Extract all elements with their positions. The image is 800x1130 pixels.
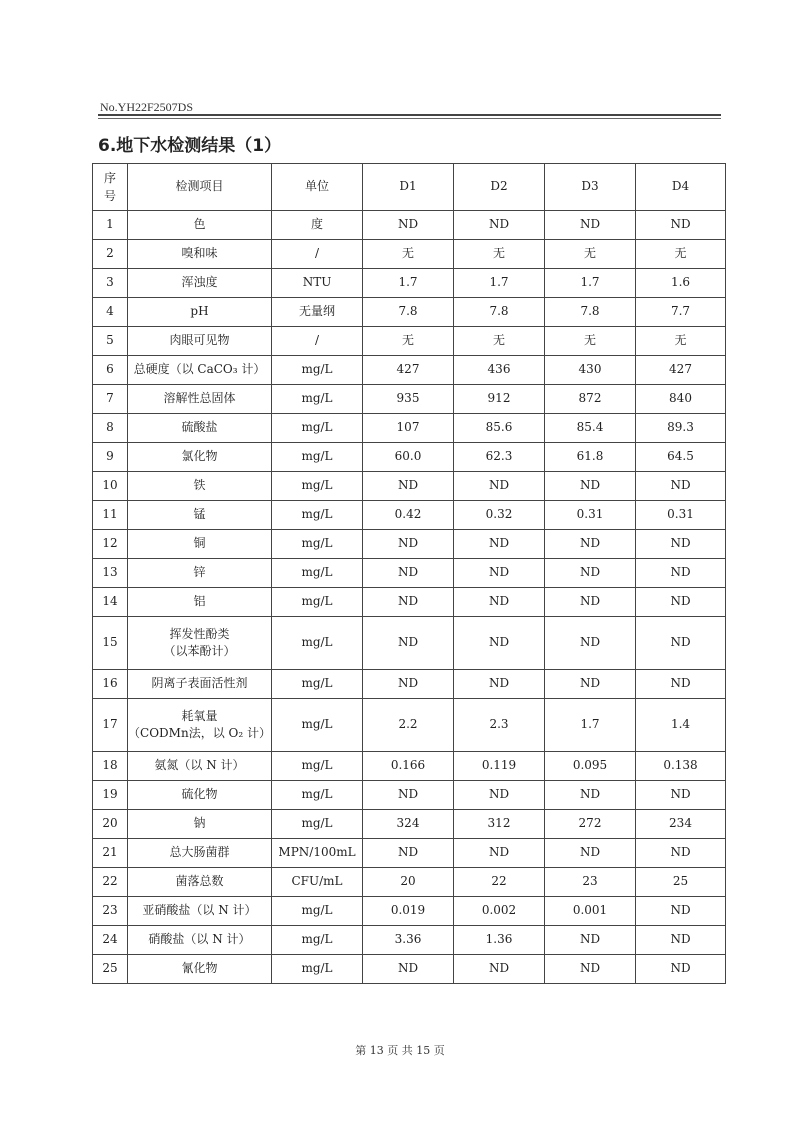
row-seq: 8 — [93, 414, 128, 443]
row-item — [128, 414, 272, 443]
row-value-d2: 无 — [454, 327, 545, 356]
row-value-d3: ND — [545, 472, 636, 501]
header-seq: 序号 — [93, 164, 128, 211]
row-value-d4: 1.4 — [636, 699, 726, 752]
table-row — [93, 211, 726, 240]
row-seq: 16 — [93, 670, 128, 699]
row-value-d1: 无 — [363, 240, 454, 269]
row-item-name: 亚硝酸盐（以 N 计） — [142, 903, 257, 918]
row-value-d4: ND — [636, 670, 726, 699]
row-value-d1: 935 — [363, 385, 454, 414]
row-value-d4: ND — [636, 530, 726, 559]
table-row — [93, 839, 726, 868]
row-seq: 3 — [93, 269, 128, 298]
row-item-name: 硫酸盐 — [181, 420, 218, 435]
row-unit: mg/L — [272, 617, 363, 670]
table-row — [93, 240, 726, 269]
table-row — [93, 926, 726, 955]
row-unit: mg/L — [272, 897, 363, 926]
row-item — [128, 356, 272, 385]
row-value-d3: 0.31 — [545, 501, 636, 530]
row-value-d1: ND — [363, 670, 454, 699]
row-value-d2: 7.8 — [454, 298, 545, 327]
row-value-d1: 427 — [363, 356, 454, 385]
header-rule-thick — [98, 114, 721, 116]
row-value-d1: 60.0 — [363, 443, 454, 472]
row-unit: NTU — [272, 269, 363, 298]
row-unit: mg/L — [272, 810, 363, 839]
row-item-name: 色 — [193, 217, 206, 232]
row-unit: 度 — [272, 211, 363, 240]
row-value-d2: ND — [454, 559, 545, 588]
row-value-d1: ND — [363, 617, 454, 670]
row-value-d4: ND — [636, 472, 726, 501]
row-item — [128, 443, 272, 472]
row-seq: 19 — [93, 781, 128, 810]
row-item-note: （以苯酚计） — [163, 644, 236, 658]
row-item-name: 总大肠菌群 — [169, 845, 230, 860]
table-row — [93, 897, 726, 926]
document-number: No.YH22F2507DS — [100, 100, 194, 114]
row-value-d1: 无 — [363, 327, 454, 356]
row-seq: 25 — [93, 955, 128, 984]
row-unit: mg/L — [272, 752, 363, 781]
table-row — [93, 781, 726, 810]
row-item — [128, 559, 272, 588]
header-d4: D4 — [636, 164, 726, 211]
section-title: 6.地下水检测结果（1） — [98, 136, 282, 156]
table-row — [93, 955, 726, 984]
table-row — [93, 414, 726, 443]
table-row — [93, 670, 726, 699]
header-d2: D2 — [454, 164, 545, 211]
row-value-d2: ND — [454, 588, 545, 617]
row-value-d1: 20 — [363, 868, 454, 897]
row-value-d3: ND — [545, 926, 636, 955]
row-item — [128, 781, 272, 810]
row-item-name: 硫化物 — [181, 787, 218, 802]
row-seq: 23 — [93, 897, 128, 926]
row-value-d4: ND — [636, 897, 726, 926]
row-seq: 15 — [93, 617, 128, 670]
row-value-d2: 0.002 — [454, 897, 545, 926]
row-value-d1: 7.8 — [363, 298, 454, 327]
row-value-d2: 1.36 — [454, 926, 545, 955]
row-value-d1: ND — [363, 588, 454, 617]
row-seq: 6 — [93, 356, 128, 385]
row-value-d1: 0.019 — [363, 897, 454, 926]
row-seq: 2 — [93, 240, 128, 269]
row-value-d4: ND — [636, 559, 726, 588]
row-seq: 11 — [93, 501, 128, 530]
row-value-d3: 872 — [545, 385, 636, 414]
row-item-name: 菌落总数 — [175, 874, 224, 889]
table-row — [93, 810, 726, 839]
row-item-name: 耗氧量 — [181, 708, 218, 723]
row-value-d3: 61.8 — [545, 443, 636, 472]
row-value-d2: 1.7 — [454, 269, 545, 298]
row-value-d4: ND — [636, 839, 726, 868]
row-item — [128, 269, 272, 298]
row-value-d2: 312 — [454, 810, 545, 839]
row-item-name: 阴离子表面活性剂 — [151, 676, 248, 691]
row-seq: 14 — [93, 588, 128, 617]
row-value-d3: ND — [545, 588, 636, 617]
table-row — [93, 752, 726, 781]
row-item — [128, 385, 272, 414]
row-unit: mg/L — [272, 559, 363, 588]
table-header-row — [93, 164, 726, 211]
row-seq: 1 — [93, 211, 128, 240]
row-item-name: pH — [190, 304, 209, 319]
table-row — [93, 617, 726, 670]
row-unit: mg/L — [272, 443, 363, 472]
header-d3: D3 — [545, 164, 636, 211]
row-value-d4: ND — [636, 955, 726, 984]
row-value-d4: 427 — [636, 356, 726, 385]
row-item-name: 锰 — [193, 507, 206, 522]
row-seq: 22 — [93, 868, 128, 897]
row-unit: mg/L — [272, 472, 363, 501]
row-value-d2: 912 — [454, 385, 545, 414]
row-unit: mg/L — [272, 926, 363, 955]
row-value-d3: ND — [545, 530, 636, 559]
row-item-name: 氨氮（以 N 计） — [154, 758, 245, 773]
row-value-d1: 0.166 — [363, 752, 454, 781]
row-value-d2: ND — [454, 955, 545, 984]
row-value-d1: ND — [363, 781, 454, 810]
row-unit: mg/L — [272, 356, 363, 385]
row-value-d3: ND — [545, 211, 636, 240]
row-value-d1: ND — [363, 472, 454, 501]
row-value-d4: 7.7 — [636, 298, 726, 327]
row-value-d1: ND — [363, 211, 454, 240]
row-item-name: 硝酸盐（以 N 计） — [148, 932, 251, 947]
row-item — [128, 240, 272, 269]
row-value-d4: 0.138 — [636, 752, 726, 781]
row-item — [128, 699, 272, 752]
row-unit: mg/L — [272, 385, 363, 414]
row-item — [128, 617, 272, 670]
row-value-d4: ND — [636, 926, 726, 955]
row-item-name: 挥发性酚类 — [169, 626, 230, 641]
row-item-name: 铜 — [193, 536, 206, 551]
header-item: 检测项目 — [128, 164, 272, 211]
table-row — [93, 588, 726, 617]
row-value-d2: 62.3 — [454, 443, 545, 472]
row-seq: 20 — [93, 810, 128, 839]
row-value-d2: 22 — [454, 868, 545, 897]
row-value-d3: 无 — [545, 327, 636, 356]
row-item — [128, 926, 272, 955]
table-row — [93, 269, 726, 298]
row-item-name: 锌 — [193, 565, 206, 580]
row-value-d3: 1.7 — [545, 699, 636, 752]
table-row — [93, 699, 726, 752]
row-value-d1: 0.42 — [363, 501, 454, 530]
row-value-d3: 1.7 — [545, 269, 636, 298]
row-item-name: 钠 — [193, 816, 206, 831]
row-value-d1: 2.2 — [363, 699, 454, 752]
row-seq: 10 — [93, 472, 128, 501]
row-value-d1: 3.36 — [363, 926, 454, 955]
row-unit: mg/L — [272, 955, 363, 984]
row-item-name: 浑浊度 — [181, 275, 218, 290]
row-value-d2: ND — [454, 530, 545, 559]
row-seq: 18 — [93, 752, 128, 781]
row-item — [128, 670, 272, 699]
row-value-d1: 324 — [363, 810, 454, 839]
row-item — [128, 897, 272, 926]
row-unit: 无量纲 — [272, 298, 363, 327]
table-row — [93, 385, 726, 414]
row-item — [128, 501, 272, 530]
row-value-d3: ND — [545, 559, 636, 588]
row-item-name: 氰化物 — [181, 961, 218, 976]
row-item — [128, 955, 272, 984]
row-value-d1: ND — [363, 559, 454, 588]
row-value-d3: ND — [545, 955, 636, 984]
row-seq: 7 — [93, 385, 128, 414]
row-value-d2: 436 — [454, 356, 545, 385]
row-unit: / — [272, 240, 363, 269]
row-item — [128, 298, 272, 327]
row-unit: MPN/100mL — [272, 839, 363, 868]
row-seq: 13 — [93, 559, 128, 588]
row-value-d3: 85.4 — [545, 414, 636, 443]
row-unit: mg/L — [272, 699, 363, 752]
row-value-d4: ND — [636, 781, 726, 810]
row-item — [128, 839, 272, 868]
groundwater-results-table — [92, 163, 726, 984]
row-seq: 4 — [93, 298, 128, 327]
row-item — [128, 530, 272, 559]
row-value-d3: 0.095 — [545, 752, 636, 781]
row-seq: 12 — [93, 530, 128, 559]
row-item-name: 肉眼可见物 — [169, 333, 230, 348]
row-value-d3: ND — [545, 670, 636, 699]
header-unit: 单位 — [272, 164, 363, 211]
row-value-d1: ND — [363, 839, 454, 868]
row-value-d4: ND — [636, 211, 726, 240]
row-seq: 24 — [93, 926, 128, 955]
row-item — [128, 810, 272, 839]
row-value-d1: 1.7 — [363, 269, 454, 298]
row-value-d4: 64.5 — [636, 443, 726, 472]
row-item-name: 溶解性总固体 — [163, 391, 236, 406]
row-value-d2: ND — [454, 781, 545, 810]
row-value-d3: 0.001 — [545, 897, 636, 926]
table-row — [93, 356, 726, 385]
row-value-d3: 7.8 — [545, 298, 636, 327]
row-value-d2: ND — [454, 472, 545, 501]
row-item — [128, 752, 272, 781]
row-item — [128, 588, 272, 617]
row-value-d1: ND — [363, 955, 454, 984]
table-row — [93, 501, 726, 530]
row-value-d4: 0.31 — [636, 501, 726, 530]
row-value-d3: 272 — [545, 810, 636, 839]
header-rule-thin — [98, 118, 721, 119]
page-footer: 第 13 页 共 15 页 — [355, 1044, 445, 1057]
row-unit: / — [272, 327, 363, 356]
row-item — [128, 472, 272, 501]
row-value-d4: 89.3 — [636, 414, 726, 443]
row-value-d2: ND — [454, 670, 545, 699]
table-row — [93, 530, 726, 559]
header-d1: D1 — [363, 164, 454, 211]
row-value-d2: ND — [454, 839, 545, 868]
row-item-note: （CODMn法，以 O₂ 计） — [128, 726, 271, 740]
row-item — [128, 868, 272, 897]
row-unit: mg/L — [272, 414, 363, 443]
table-row — [93, 298, 726, 327]
row-item-name: 铁 — [193, 478, 206, 493]
row-unit: mg/L — [272, 588, 363, 617]
row-value-d3: ND — [545, 781, 636, 810]
row-value-d1: ND — [363, 530, 454, 559]
row-value-d4: ND — [636, 617, 726, 670]
row-value-d2: ND — [454, 617, 545, 670]
row-value-d4: ND — [636, 588, 726, 617]
row-value-d3: 无 — [545, 240, 636, 269]
row-item — [128, 327, 272, 356]
row-value-d4: 无 — [636, 240, 726, 269]
row-unit: mg/L — [272, 781, 363, 810]
row-value-d2: ND — [454, 211, 545, 240]
row-value-d2: 无 — [454, 240, 545, 269]
row-unit: mg/L — [272, 530, 363, 559]
row-seq: 5 — [93, 327, 128, 356]
row-value-d4: 25 — [636, 868, 726, 897]
row-value-d4: 234 — [636, 810, 726, 839]
row-value-d3: 430 — [545, 356, 636, 385]
row-item-name: 氯化物 — [181, 449, 218, 464]
row-value-d1: 107 — [363, 414, 454, 443]
row-value-d3: ND — [545, 617, 636, 670]
row-value-d3: ND — [545, 839, 636, 868]
row-value-d2: 0.119 — [454, 752, 545, 781]
row-item-name: 总硬度（以 CaCO₃ 计） — [133, 362, 266, 377]
row-value-d3: 23 — [545, 868, 636, 897]
table-row — [93, 559, 726, 588]
row-unit: mg/L — [272, 501, 363, 530]
table-row — [93, 443, 726, 472]
row-value-d4: 840 — [636, 385, 726, 414]
row-unit: mg/L — [272, 670, 363, 699]
row-seq: 17 — [93, 699, 128, 752]
row-unit: CFU/mL — [272, 868, 363, 897]
row-seq: 9 — [93, 443, 128, 472]
table-row — [93, 327, 726, 356]
row-item — [128, 211, 272, 240]
row-value-d4: 1.6 — [636, 269, 726, 298]
table-row — [93, 472, 726, 501]
row-seq: 21 — [93, 839, 128, 868]
row-item-name: 铝 — [193, 594, 206, 609]
row-value-d2: 2.3 — [454, 699, 545, 752]
row-value-d2: 85.6 — [454, 414, 545, 443]
table-row — [93, 868, 726, 897]
row-item-name: 嗅和味 — [181, 246, 218, 261]
row-value-d2: 0.32 — [454, 501, 545, 530]
row-value-d4: 无 — [636, 327, 726, 356]
